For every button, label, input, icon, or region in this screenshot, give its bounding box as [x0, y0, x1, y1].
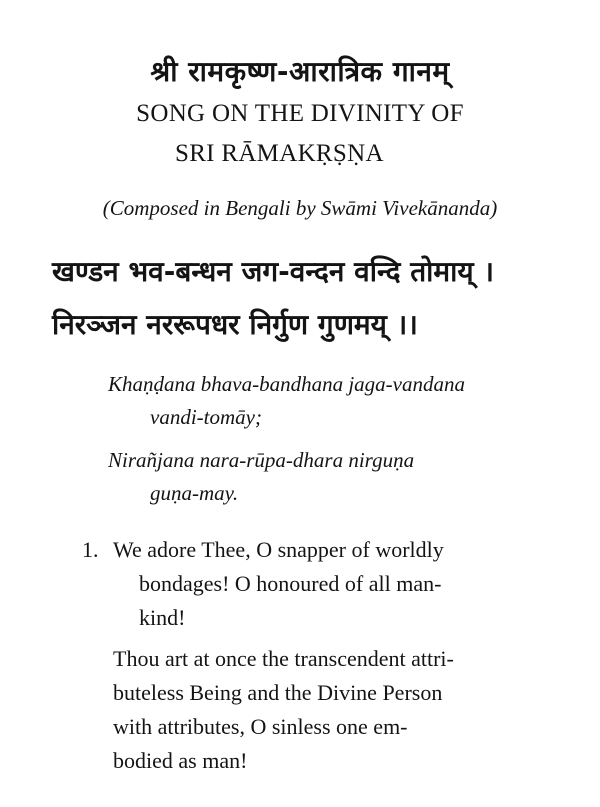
transliteration-line-1: Khaṇḍana bhava-bandhana jaga-vandana	[108, 372, 465, 396]
translation-line-5: buteless Being and the Divine Person	[113, 680, 443, 705]
translation-line-4: Thou art at once the transcendent attri-	[113, 646, 454, 671]
english-title-line-1: SONG ON THE DIVINITY OF	[136, 100, 464, 127]
translation-line-7: bodied as man!	[113, 748, 248, 773]
transliteration-line-2: vandi-tomāy;	[150, 405, 262, 429]
english-title-line-2: SRI RĀMAKṚṢṆA	[175, 140, 384, 167]
devanagari-verse-line-2: निरञ्जन नररूपधर निर्गुण गुणमय् ।।	[52, 308, 418, 341]
sanskrit-title: श्री रामकृष्ण-आरात्रिक गानम्	[150, 55, 450, 88]
verse-number: 1.	[82, 537, 99, 562]
devanagari-verse-line-1: खण्डन भव-बन्धन जग-वन्दन वन्दि तोमाय् ।	[52, 255, 495, 288]
translation-line-3: kind!	[139, 605, 186, 630]
translation-line-1: We adore Thee, O snapper of worldly	[113, 537, 444, 562]
transliteration-line-4: guṇa-may.	[150, 481, 239, 505]
transliteration-line-3: Nirañjana nara-rūpa-dhara nirguṇa	[108, 448, 415, 472]
translation-line-2: bondages! O honoured of all man-	[139, 571, 442, 596]
composition-note: (Composed in Bengali by Swāmi Vivekānanda)	[102, 196, 498, 220]
translation-line-6: with attributes, O sinless one em-	[113, 714, 408, 739]
